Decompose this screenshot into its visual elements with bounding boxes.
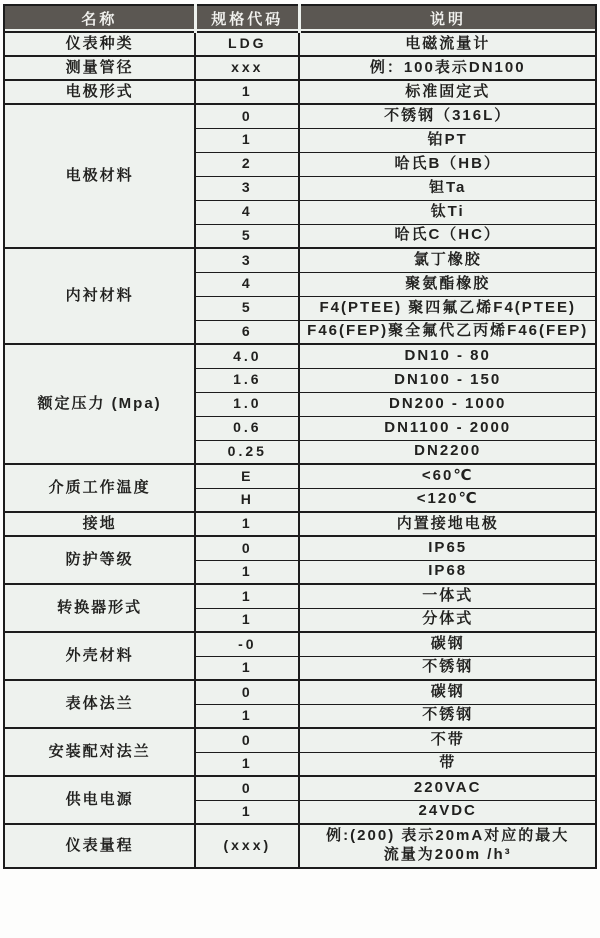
description-cell: 氯丁橡胶	[299, 248, 596, 272]
param-name-cell: 仪表量程	[4, 824, 195, 868]
description-cell: DN200 - 1000	[299, 392, 596, 416]
spec-code-cell: 0	[195, 536, 299, 560]
header-row	[4, 5, 596, 32]
description-cell: 碳钢	[299, 680, 596, 704]
spec-code-cell: 3	[195, 176, 299, 200]
description-cell: 一体式	[299, 584, 596, 608]
param-name-cell: 供电电源	[4, 776, 195, 824]
param-name-cell: 外壳材料	[4, 632, 195, 680]
spec-code-cell: 6	[195, 320, 299, 344]
spec-code-cell: 1.0	[195, 392, 299, 416]
description-cell: F46(FEP)聚全氟代乙丙烯F46(FEP)	[299, 320, 596, 344]
description-cell: DN100 - 150	[299, 368, 596, 392]
description-cell: 哈氏C（HC）	[299, 224, 596, 248]
param-name-cell: 转换器形式	[4, 584, 195, 632]
description-cell: F4(PTEE) 聚四氟乙烯F4(PTEE)	[299, 296, 596, 320]
spec-code-cell: 0	[195, 728, 299, 752]
table-row	[4, 344, 596, 368]
description-cell: 不锈钢	[299, 656, 596, 680]
table-row	[4, 512, 596, 536]
table-row	[4, 776, 596, 800]
description-line: 流量为200m /h³	[383, 846, 512, 863]
param-name-cell: 电极材料	[4, 104, 195, 248]
spec-code-cell: 5	[195, 296, 299, 320]
spec-code-cell: 3	[195, 248, 299, 272]
description-cell: 带	[299, 752, 596, 776]
description-cell: DN10 - 80	[299, 344, 596, 368]
spec-code-cell: E	[195, 464, 299, 488]
param-name-cell: 防护等级	[4, 536, 195, 584]
description-cell: 钽Ta	[299, 176, 596, 200]
param-name-cell: 安装配对法兰	[4, 728, 195, 776]
spec-code-cell: 4.0	[195, 344, 299, 368]
table-row	[4, 464, 596, 488]
spec-code-cell: 5	[195, 224, 299, 248]
spec-code-cell: 1	[195, 584, 299, 608]
param-name-cell: 测量管径	[4, 56, 195, 80]
spec-code-cell: 0.6	[195, 416, 299, 440]
description-cell: 24VDC	[299, 800, 596, 824]
spec-code-cell: 1	[195, 800, 299, 824]
table-row	[4, 536, 596, 560]
description-cell: 哈氏B（HB）	[299, 152, 596, 176]
spec-code-cell: 1	[195, 656, 299, 680]
description-cell: 标准固定式	[299, 80, 596, 104]
description-line: 例:(200) 表示20mA对应的最大	[326, 827, 570, 845]
param-name-cell: 表体法兰	[4, 680, 195, 728]
description-cell: 例：100表示DN100	[299, 56, 596, 80]
table-row	[4, 248, 596, 272]
header-description: 说明	[299, 5, 596, 32]
param-name-cell: 额定压力 (Mpa)	[4, 344, 195, 464]
table-row	[4, 824, 596, 868]
description-cell: 电磁流量计	[299, 32, 596, 56]
description-cell: 聚氨酯橡胶	[299, 272, 596, 296]
spec-code-cell: 4	[195, 272, 299, 296]
spec-code-cell: 0.25	[195, 440, 299, 464]
spec-code-cell: 1	[195, 608, 299, 632]
spec-code-cell: LDG	[195, 32, 299, 56]
param-name-cell: 内衬材料	[4, 248, 195, 344]
table-row	[4, 56, 596, 80]
description-cell: <120℃	[299, 488, 596, 512]
table-row	[4, 80, 596, 104]
description-cell: 不带	[299, 728, 596, 752]
header-spec-code: 规格代码	[195, 5, 299, 32]
table-row	[4, 584, 596, 608]
description-cell: DN2200	[299, 440, 596, 464]
table-row	[4, 632, 596, 656]
spec-code-cell: 1	[195, 512, 299, 536]
description-cell: 碳钢	[299, 632, 596, 656]
param-name-cell: 仪表种类	[4, 32, 195, 56]
spec-code-cell: 1	[195, 80, 299, 104]
table-row	[4, 680, 596, 704]
description-cell: 分体式	[299, 608, 596, 632]
description-cell: 不锈钢（316L）	[299, 104, 596, 128]
spec-code-cell: H	[195, 488, 299, 512]
spec-code-cell: 1	[195, 560, 299, 584]
spec-code-cell: 2	[195, 152, 299, 176]
description-cell: IP68	[299, 560, 596, 584]
description-cell: IP65	[299, 536, 596, 560]
spec-code-cell: 1	[195, 704, 299, 728]
spec-code-cell: (xxx)	[195, 824, 299, 868]
description-cell	[299, 824, 596, 868]
spec-code-cell: 0	[195, 680, 299, 704]
spec-code-cell: 1	[195, 752, 299, 776]
header-name: 名称	[4, 5, 195, 32]
spec-code-cell: 1.6	[195, 368, 299, 392]
description-cell: <60℃	[299, 464, 596, 488]
spec-code-cell: 0	[195, 776, 299, 800]
param-name-cell: 接地	[4, 512, 195, 536]
table-row	[4, 32, 596, 56]
table-row	[4, 104, 596, 128]
table-row	[4, 728, 596, 752]
spec-code-cell: 1	[195, 128, 299, 152]
param-name-cell: 电极形式	[4, 80, 195, 104]
description-cell: 不锈钢	[299, 704, 596, 728]
spec-code-cell: 0	[195, 104, 299, 128]
spec-code-cell: -0	[195, 632, 299, 656]
description-cell: 铂PT	[299, 128, 596, 152]
spec-table	[3, 4, 597, 869]
spec-code-cell: xxx	[195, 56, 299, 80]
description-cell: 220VAC	[299, 776, 596, 800]
spec-code-cell: 4	[195, 200, 299, 224]
description-cell: DN1100 - 2000	[299, 416, 596, 440]
spec-table-body	[4, 32, 596, 868]
description-cell: 内置接地电极	[299, 512, 596, 536]
description-cell: 钛Ti	[299, 200, 596, 224]
param-name-cell: 介质工作温度	[4, 464, 195, 512]
